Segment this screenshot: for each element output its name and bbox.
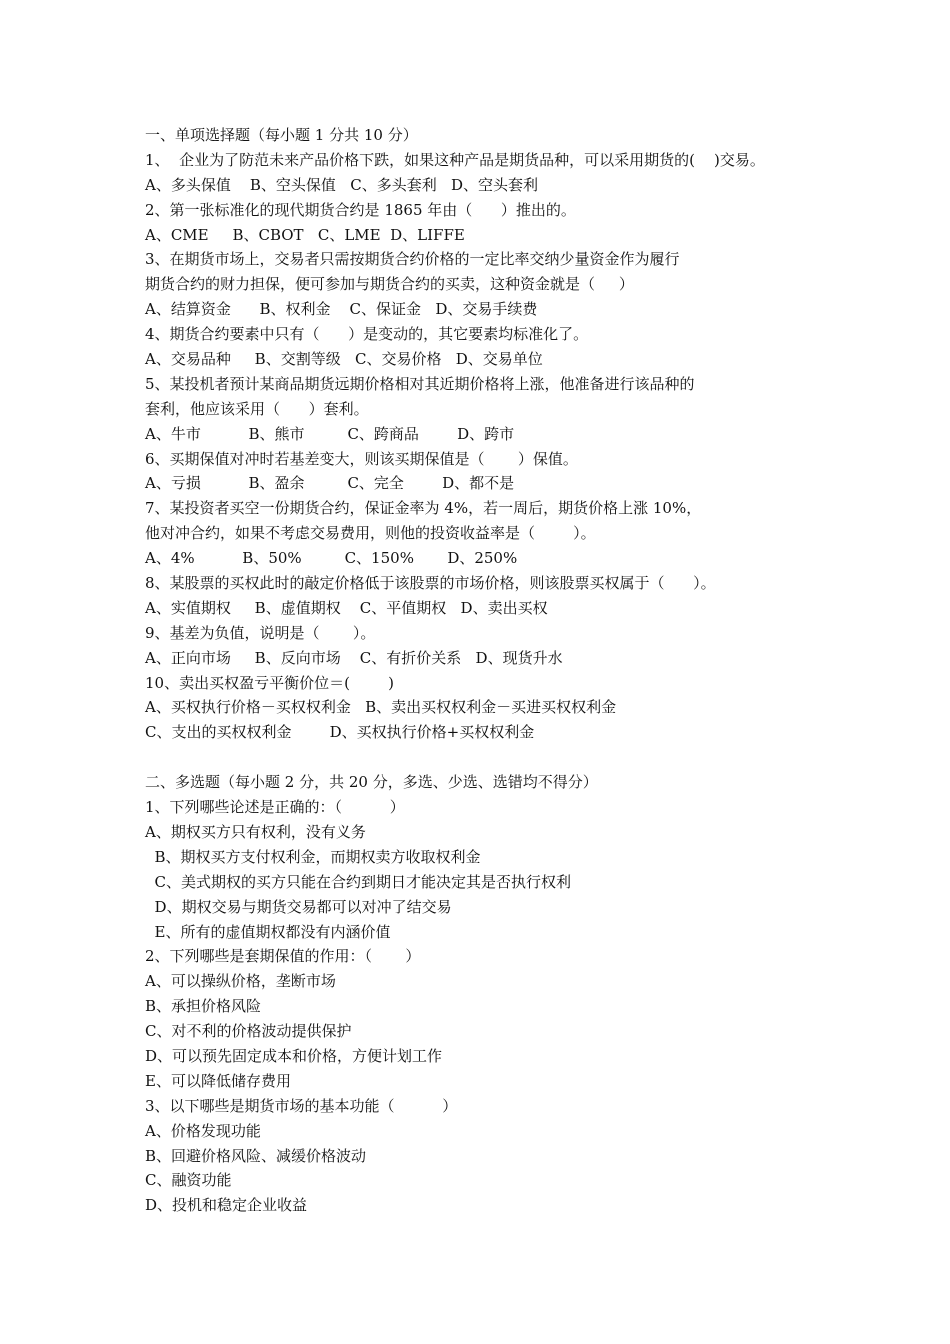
q1-2-options: A、CME B、CBOT C、LME D、LIFFE <box>145 225 465 244</box>
q2-1-option-e: E、所有的虚值期权都没有内涵价值 <box>145 922 391 941</box>
q2-3-text: 3、以下哪些是期货市场的基本功能（ ） <box>145 1096 458 1115</box>
q1-2-text: 2、第一张标准化的现代期货合约是 1865 年由（ ）推出的。 <box>145 200 576 219</box>
q2-2-text: 2、下列哪些是套期保值的作用：（ ） <box>145 947 421 966</box>
q1-5-text-line1: 5、某投机者预计某商品期货远期价格相对其近期价格将上涨，他准备进行该品种的 <box>145 374 695 393</box>
section-spacer <box>145 745 845 770</box>
q1-1-text: 1、 企业为了防范未来产品价格下跌，如果这种产品是期货品种，可以采用期货的( )交易。 <box>145 150 765 169</box>
q2-1-option-a: A、期权买方只有权利，没有义务 <box>145 822 366 841</box>
q1-7-text-line1: 7、某投资者买空一份期货合约，保证金率为 4%，若一周后，期货价格上涨 10%， <box>145 499 702 518</box>
q1-6-text: 6、买期保值对冲时若基差变大，则该买期保值是（ ）保值。 <box>145 449 578 468</box>
q1-3-text-line1: 3、在期货市场上，交易者只需按期货合约价格的一定比率交纳少量资金作为履行 <box>145 250 680 269</box>
q2-1-option-d: D、期权交易与期货交易都可以对冲了结交易 <box>145 897 452 916</box>
q1-9-text: 9、基差为负值，说明是（ ）。 <box>145 623 376 642</box>
q1-10-options-line1: A、买权执行价格－买权权利金 B、卖出买权权利金－买进买权权利金 <box>145 698 617 717</box>
q1-9-options: A、正向市场 B、反向市场 C、有折价关系 D、现货升水 <box>145 648 563 667</box>
q1-3-options: A、结算资金 B、权利金 C、保证金 D、交易手续费 <box>145 300 538 319</box>
q2-3-option-c: C、融资功能 <box>145 1171 232 1190</box>
section1-heading: 一、单项选择题（每小题 1 分共 10 分） <box>145 126 418 144</box>
q1-10-text: 10、卖出买权盈亏平衡价位＝( ) <box>145 673 394 692</box>
q1-5-text-line2: 套利，他应该采用（ ）套利。 <box>145 399 369 418</box>
q1-8-text: 8、某股票的买权此时的敲定价格低于该股票的市场价格，则该股票买权属于（ ）。 <box>145 574 716 593</box>
q1-7-text-line2: 他对冲合约，如果不考虑交易费用，则他的投资收益率是（ ）。 <box>145 524 596 543</box>
q2-2-option-a: A、可以操纵价格，垄断市场 <box>145 972 336 991</box>
q1-8-options: A、实值期权 B、虚值期权 C、平值期权 D、卖出买权 <box>145 598 548 617</box>
q1-4-options: A、交易品种 B、交割等级 C、交易价格 D、交易单位 <box>145 350 543 369</box>
q2-3-option-a: A、价格发现功能 <box>145 1121 261 1140</box>
q2-1-option-c: C、美式期权的买方只能在合约到期日才能决定其是否执行权利 <box>145 872 572 891</box>
q2-2-option-c: C、对不利的价格波动提供保护 <box>145 1022 352 1041</box>
q2-2-option-e: E、可以降低储存费用 <box>145 1071 291 1090</box>
q2-3-option-d: D、投机和稳定企业收益 <box>145 1196 308 1215</box>
q1-10-options-line2: C、支出的买权权利金 D、买权执行价格+买权权利金 <box>145 723 535 742</box>
section2-heading: 二、多选题（每小题 2 分，共 20 分，多选、少选、选错均不得分） <box>145 773 598 792</box>
q1-7-options: A、4% B、50% C、150% D、250% <box>145 549 518 568</box>
q1-1-options: A、多头保值 B、空头保值 C、多头套利 D、空头套利 <box>145 175 539 194</box>
q2-2-option-b: B、承担价格风险 <box>145 997 262 1016</box>
q2-3-option-b: B、回避价格风险、减缓价格波动 <box>145 1146 367 1165</box>
q2-1-option-b: B、期权买方支付权利金，而期权卖方收取权利金 <box>145 847 481 866</box>
exam-content <box>145 123 845 1218</box>
q2-1-text: 1、下列哪些论述是正确的：（ ） <box>145 798 405 817</box>
q1-4-text: 4、期货合约要素中只有（ ）是变动的，其它要素均标准化了。 <box>145 325 589 344</box>
q1-3-text-line2: 期货合约的财力担保，便可参加与期货合约的买卖，这种资金就是（ ） <box>145 275 634 294</box>
q1-6-options: A、亏损 B、盈余 C、完全 D、都不是 <box>145 474 515 493</box>
q2-2-option-d: D、可以预先固定成本和价格，方便计划工作 <box>145 1046 443 1065</box>
q1-5-options: A、牛市 B、熊市 C、跨商品 D、跨市 <box>145 424 515 443</box>
